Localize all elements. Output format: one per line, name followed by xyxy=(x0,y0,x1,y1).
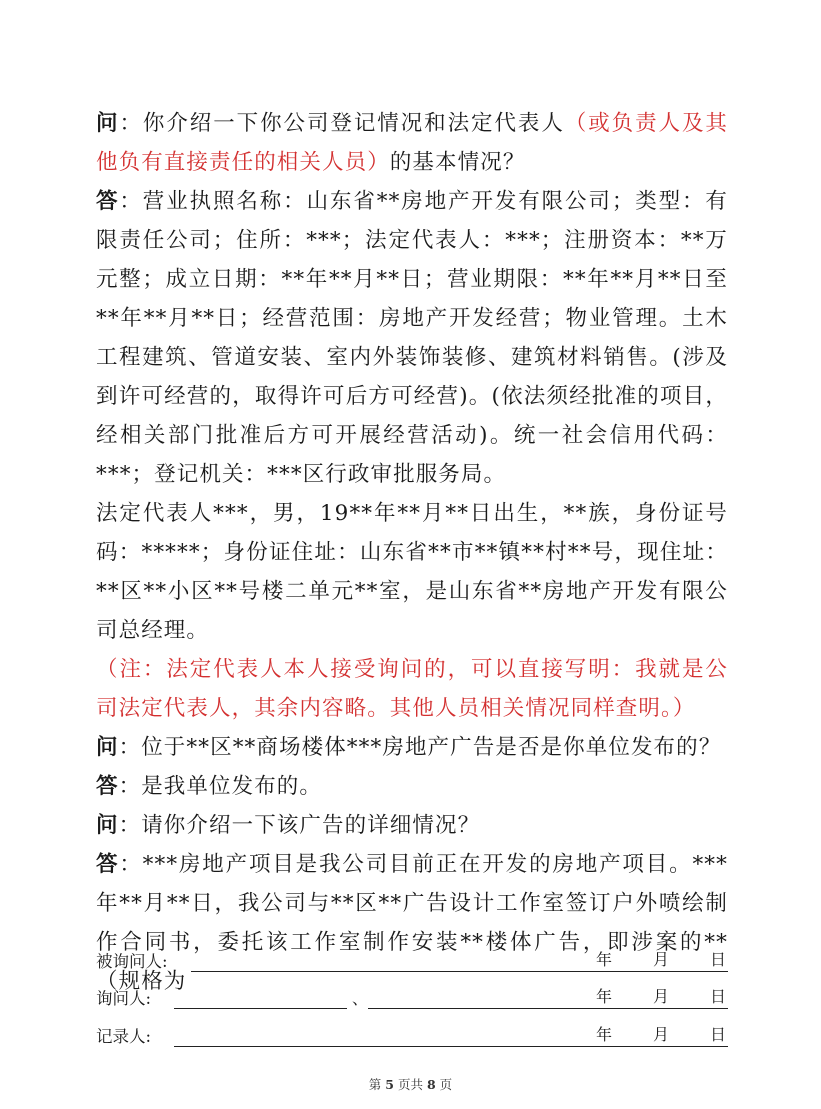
answer-label: 答 xyxy=(96,774,119,799)
question-label: 问 xyxy=(96,111,120,136)
question-text: ：你介绍一下你公司登记情况和法定代表人 xyxy=(119,111,565,136)
signature-row-interviewer xyxy=(96,983,728,1013)
interviewee-label: 被询问人: xyxy=(96,952,168,971)
note-paragraph xyxy=(96,650,728,728)
answer-text: ：营业执照名称：山东省**房地产开发有限公司；类型：有限责任公司；住所：***；法定代表人：***；注册资本：**万元整；成立日期：**年**月**日；营业期限：**年**月**日至**年**月**日；经营范围：房地产开发经营；物业管理。土木工程建筑、管道安装、室内外装饰装修、建筑材料销售。(涉及到许可经营的，取得许可后方可经营)。(依法须经批准的项目，经相关部门批准后方可开展经营活动)。统一社会信用代码：***；登记机关：***区行政审批服务局。 xyxy=(96,189,729,487)
signature-row-interviewee xyxy=(96,946,728,976)
footer-prefix: 第 xyxy=(368,1077,382,1092)
representative-text: 法定代表人***，男，19**年**月**日出生，**族，身份证号码：*****；身份证住址：山东省**市**镇**村**号，现住址：**区**小区**号楼二单元**室，是山东省**房地产开发有限公司总经理。 xyxy=(96,501,728,643)
interviewer-separator: 、 xyxy=(352,989,369,1008)
question-text: ：请你介绍一下该广告的详细情况？ xyxy=(118,813,481,838)
question-text-tail: 的基本情况？ xyxy=(389,150,526,175)
answer-text: ：***房地产项目是我公司目前正在开发的房地产项目。***年**月**日，我公司与**区**广告设计工作室签订户外喷绘制作合同书，委托该工作室制作安装**楼体广告，即涉案的**（规格为 xyxy=(96,852,728,994)
current-page-number: 5 xyxy=(385,1077,394,1092)
year-label: 年 xyxy=(596,950,613,969)
answer-1 xyxy=(96,182,728,494)
question-2 xyxy=(96,728,728,767)
year-label: 年 xyxy=(596,987,613,1006)
signature-row-recorder xyxy=(96,1021,728,1051)
note-text: （注：法定代表人本人接受询问的，可以直接写明：我就是公司法定代表人，其余内容略。其他人员相关情况同样查明。） xyxy=(96,657,728,721)
question-text: ：位于**区**商场楼体***房地产广告是否是你单位发布的？ xyxy=(118,735,722,760)
question-label: 问 xyxy=(96,813,119,838)
footer-middle: 页共 xyxy=(397,1077,423,1092)
question-3 xyxy=(96,806,728,845)
interviewer-signature-line-1[interactable] xyxy=(174,1008,347,1009)
month-label: 月 xyxy=(653,1025,670,1044)
question-label: 问 xyxy=(96,735,119,760)
interviewer-signature-line-2[interactable] xyxy=(368,1008,728,1009)
answer-3 xyxy=(96,845,728,1001)
recorder-label: 记录人: xyxy=(96,1027,152,1046)
month-label: 月 xyxy=(653,987,670,1006)
interview-record-body xyxy=(96,104,728,1001)
interviewer-label: 询问人: xyxy=(96,989,152,1008)
answer-label: 答 xyxy=(96,852,120,877)
day-label: 日 xyxy=(710,1025,727,1044)
answer-2 xyxy=(96,767,728,806)
answer-label: 答 xyxy=(96,189,120,214)
total-page-number: 8 xyxy=(426,1077,436,1092)
recorder-signature-line[interactable] xyxy=(174,1046,728,1047)
interviewee-signature-line[interactable] xyxy=(191,971,728,972)
legal-representative-info xyxy=(96,494,728,650)
day-label: 日 xyxy=(710,987,727,1006)
day-label: 日 xyxy=(710,950,727,969)
answer-text: ：是我单位发布的。 xyxy=(118,774,323,799)
question-red-note: （或负责人及其他负有直接责任的相关人员） xyxy=(96,111,729,175)
question-1 xyxy=(96,104,728,182)
year-label: 年 xyxy=(596,1025,613,1044)
month-label: 月 xyxy=(653,950,670,969)
page-footer xyxy=(0,1075,821,1093)
footer-suffix: 页 xyxy=(439,1077,453,1092)
